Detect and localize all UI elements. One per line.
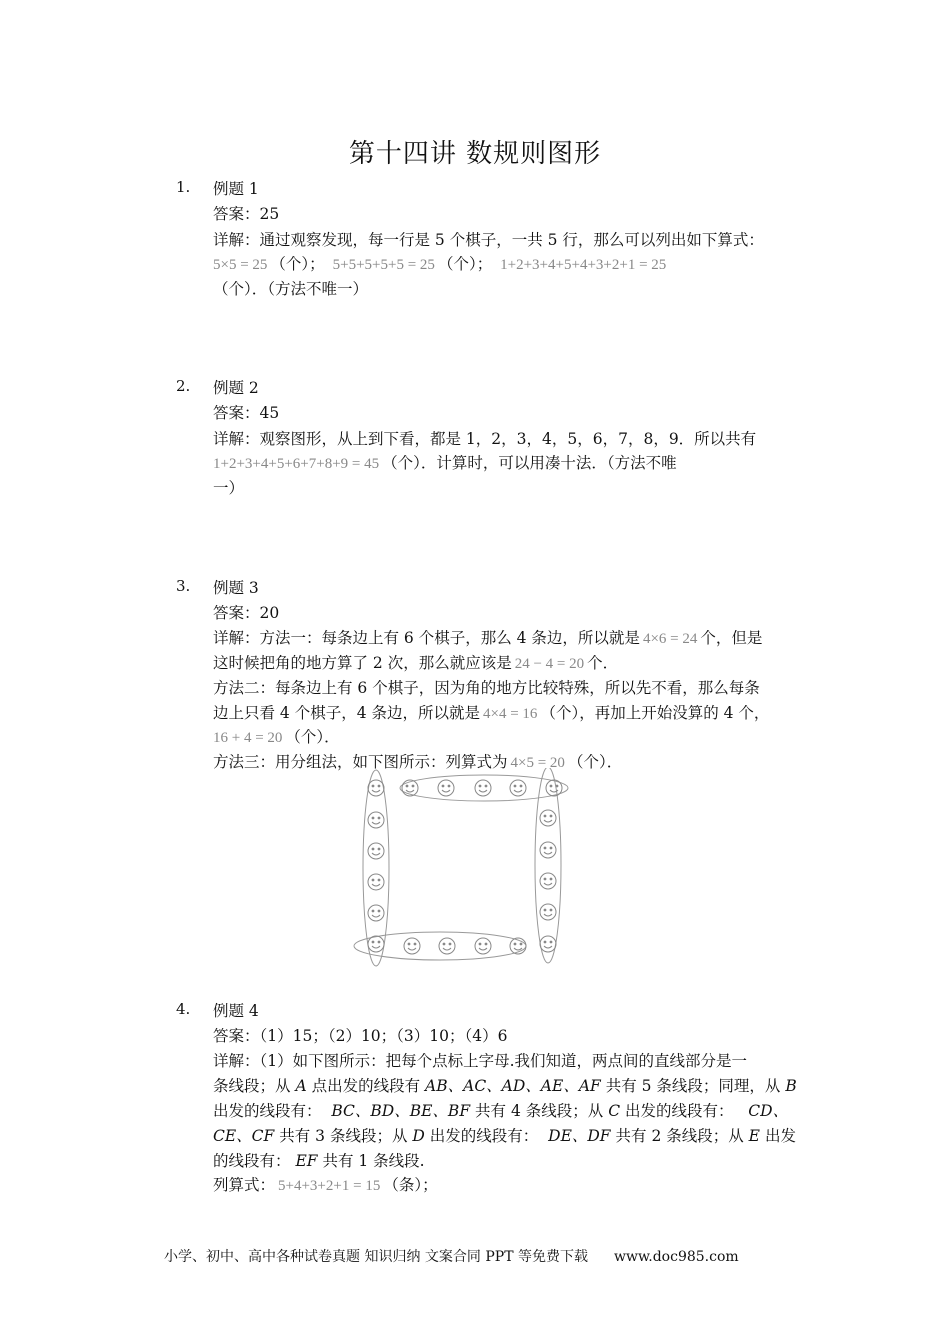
detail-text [213, 1124, 796, 1146]
footer [164, 1246, 739, 1266]
segment-list: AB、AC、AD、AE、AF [425, 1077, 601, 1095]
formula: 5+4+3+2+1 = 15 [278, 1178, 381, 1194]
point-label: E [748, 1127, 760, 1145]
example-heading: 例题 3 [213, 579, 259, 597]
text: 共有 2 条线段；从 [615, 1127, 744, 1145]
item-number: 4. [176, 1000, 191, 1018]
smiley-face-icon [438, 780, 454, 796]
text: （个）． [567, 753, 623, 771]
footer-text: 小学、初中、高中各种试卷真题 知识归纳 文案合同 PPT 等免费下载 [164, 1249, 588, 1265]
answer: 答案：20 [213, 604, 280, 622]
segment-list: EF [295, 1152, 318, 1170]
text: 出发的线段有： [625, 1102, 734, 1120]
smiley-face-icon [439, 938, 455, 954]
smiley-face-icon [540, 936, 556, 952]
group-ellipse [400, 775, 568, 801]
detail-text: （个）．计算时，可以用凑十法．（方法不唯 [382, 454, 677, 472]
smiley-face-icon [540, 904, 556, 920]
detail-text [213, 1149, 425, 1171]
segment-list: CE、CF [213, 1127, 275, 1145]
detail-text: 详解：通过观察发现，每一行是 5 个棋子，一共 5 行，那么可以列出如下算式： [213, 231, 764, 249]
text: 列算式： [213, 1176, 276, 1194]
footer-url[interactable]: www.doc985.com [613, 1249, 739, 1265]
example-heading: 例题 2 [213, 379, 259, 397]
text: 边上只看 4 个棋子，4 条边，所以就是 [213, 704, 481, 722]
item-number: 2. [176, 377, 191, 395]
detail-text: 方法二：每条边上有 6 个棋子，因为角的地方比较特殊，所以先不看，那么每条 [213, 679, 760, 697]
text: 的线段有： [213, 1152, 291, 1170]
text: 共有 3 条线段；从 [279, 1127, 408, 1145]
text: 出发 [764, 1127, 796, 1145]
detail-text: （个）．（方法不唯一） [213, 280, 369, 298]
formula: 1+2+3+4+5+6+7+8+9 = 45 [213, 456, 380, 472]
smiley-face-icon [475, 780, 491, 796]
answer: 答案：45 [213, 404, 280, 422]
text: 方法三：用分组法，如下图所示：列算式为 [213, 753, 508, 771]
segment-list: CD、 [748, 1102, 789, 1120]
smiley-face-icon [404, 938, 420, 954]
formula: 5×5 = 25 [213, 257, 268, 273]
page-title: 第十四讲 数规则图形 [348, 139, 602, 169]
grouping-figure [350, 768, 580, 968]
formula: 4×4 = 16 [483, 706, 538, 722]
formula: 16 + 4 = 20 [213, 730, 283, 746]
segment-list: DE、DF [548, 1127, 611, 1145]
detail-text [213, 1173, 438, 1195]
smiley-face-icon [368, 905, 384, 921]
smiley-face-icon [540, 842, 556, 858]
detail-text [213, 651, 618, 673]
smiley-face-icon [510, 780, 526, 796]
text: 条线段；从 [213, 1077, 291, 1095]
smiley-face-icon [540, 810, 556, 826]
text: 共有 4 条线段；从 [475, 1102, 604, 1120]
unit-text: （个）； [270, 255, 325, 273]
point-label: D [412, 1127, 425, 1145]
formula: 4×6 = 24 [642, 631, 698, 647]
text: 详解：方法一：每条边上有 6 个棋子，那么 4 条边，所以就是 [213, 629, 640, 647]
item-number: 1. [176, 178, 191, 196]
text: 个，但是 [700, 629, 763, 647]
detail-text [213, 626, 762, 648]
group-ellipse [535, 768, 561, 963]
formula-line [213, 252, 669, 274]
smiley-face-icon [402, 780, 418, 796]
example-heading: 例题 4 [213, 1002, 259, 1020]
text: （个），再加上开始没算的 4 个， [540, 704, 770, 722]
text: 这时候把角的地方算了 2 次，那么就应该是 [213, 654, 512, 672]
detail-text [213, 1074, 797, 1096]
text: 个． [587, 654, 619, 672]
formula: 5+5+5+5+5 = 25 [332, 257, 435, 273]
detail-text [213, 725, 340, 747]
text: 出发的线段有： [213, 1102, 322, 1120]
point-label: B [785, 1077, 797, 1095]
text: 出发的线段有： [429, 1127, 539, 1145]
smiley-face-icon [368, 874, 384, 890]
smiley-face-icon [546, 780, 562, 796]
smiley-face-icon [368, 936, 384, 952]
smiley-face-icon [368, 780, 384, 796]
formula: 1+2+3+4+5+4+3+2+1 = 25 [500, 257, 667, 273]
formula-line [213, 451, 677, 473]
smiley-group [368, 780, 562, 954]
segment-list: BC、BD、BE、BF [331, 1102, 471, 1120]
text: 共有 1 条线段. [322, 1152, 425, 1170]
detail-text [213, 1099, 788, 1121]
answer: 答案：25 [213, 205, 280, 223]
point-label: A [295, 1077, 307, 1095]
example-heading: 例题 1 [213, 180, 259, 198]
detail-text [213, 701, 769, 723]
item-number: 3. [176, 577, 191, 595]
answer: 答案：（1）15；（2）10；（3）10；（4）6 [213, 1027, 508, 1045]
text: 共有 5 条线段；同理，从 [605, 1077, 781, 1095]
smiley-face-icon [368, 812, 384, 828]
text: 点出发的线段有 [311, 1077, 421, 1095]
text: （条）； [383, 1176, 438, 1194]
point-label: C [608, 1102, 621, 1120]
smiley-face-icon [368, 843, 384, 859]
unit-text: （个）； [437, 255, 493, 273]
detail-text: 详解：观察图形，从上到下看，都是 1，2，3，4，5，6，7，8，9．所以共有 [213, 430, 757, 448]
text: （个）． [285, 728, 340, 746]
smiley-face-icon [475, 938, 491, 954]
detail-text: 一） [213, 479, 245, 497]
smiley-face-icon [540, 873, 556, 889]
formula: 4×5 = 20 [510, 755, 565, 771]
formula: 24 − 4 = 20 [514, 656, 585, 672]
detail-text: 详解：（1）如下图所示：把每个点标上字母.我们知道，两点间的直线部分是一 [213, 1052, 748, 1070]
